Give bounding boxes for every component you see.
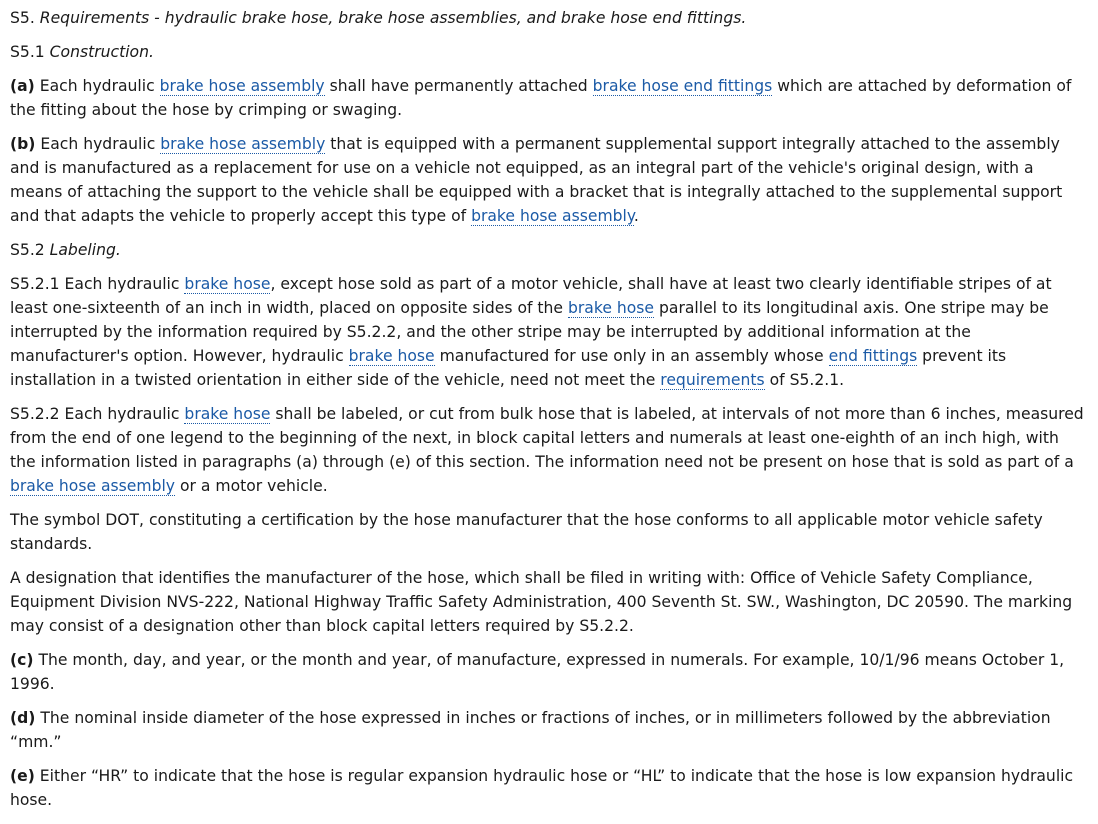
paragraph-text: that is equipped with a permanent supplemental support integrally attached to the assembly and is manufactured as a replacement for use on a vehicle not equipped, as an integral part of the vehicle's original design, with a means of attaching the support to the vehicle shall be equipped with a bracket that is integrally attached to the supplemental support and that adapts the vehicle to properly accept this type of — [10, 135, 1063, 225]
paragraph-text: , except hose sold as part of a motor vehicle, shall have at least two clearly identifiable stripes of at least one-sixteenth of an inch in width, placed on opposite sides of the — [10, 275, 1052, 317]
brake-hose-link[interactable]: brake hose — [184, 275, 271, 293]
paragraph-e — [10, 764, 1088, 812]
paragraph-label: (c) — [10, 651, 34, 669]
paragraph-text: S5.2.2 Each hydraulic — [10, 405, 185, 423]
section-title: Construction. — [49, 43, 154, 61]
paragraph-text: parallel to its longitudinal axis. One stripe may be interrupted by the information required by S5.2.2, and the other stripe may be interrupted by additional information at the manufacturer's option. However, hydraulic — [10, 299, 1049, 365]
brake-hose-end-fittings-link[interactable]: brake hose end fittings — [592, 77, 773, 95]
section-s5-2-heading — [10, 238, 1088, 262]
paragraph-text: Either “HR” to indicate that the hose is regular expansion hydraulic hose or “HL” to indicate that the hose is low expansion hydraulic hose. — [10, 767, 1074, 809]
paragraph-text: Each hydraulic — [35, 135, 161, 153]
paragraph-text: shall have permanently attached — [324, 77, 593, 95]
paragraph-text: prevent its installation in a twisted orientation in either side of the vehicle, need not meet the — [10, 347, 1007, 389]
paragraph-d — [10, 706, 1088, 754]
paragraph-text: of S5.2.1. — [764, 371, 845, 389]
paragraph-text: The month, day, and year, or the month and year, of manufacture, expressed in numerals. For example, 10/1/96 means October 1, 1996. — [10, 651, 1065, 693]
paragraph-symbol-dot: The symbol DOT, constituting a certification by the hose manufacturer that the hose conforms to all applicable motor vehicle safety standards. — [10, 511, 1043, 553]
section-number: S5. — [10, 9, 35, 27]
requirements-link[interactable]: requirements — [660, 371, 765, 389]
paragraph-text: which are attached by deformation of the fitting about the hose by crimping or swaging. — [10, 77, 1072, 119]
brake-hose-link[interactable]: brake hose — [348, 347, 435, 365]
section-s5-heading — [10, 6, 1088, 30]
section-number: S5.2 — [10, 241, 45, 259]
paragraph-s5-2-1 — [10, 272, 1088, 392]
paragraph-text: manufactured for use only in an assembly whose — [434, 347, 829, 365]
paragraph-s5-2-2 — [10, 402, 1088, 498]
paragraph-a — [10, 74, 1088, 122]
brake-hose-assembly-link[interactable]: brake hose assembly — [471, 207, 634, 225]
paragraph-text: The nominal inside diameter of the hose expressed in inches or fractions of inches, or in millimeters followed by the abbreviation “mm.” — [10, 709, 1051, 751]
section-number: S5.1 — [10, 43, 45, 61]
paragraph-label: (e) — [10, 767, 35, 785]
paragraph-text: or a motor vehicle. — [175, 477, 328, 495]
paragraph-designation: A designation that identifies the manufacturer of the hose, which shall be filed in writing with: Office of Vehicle Safety Compliance, Equipment Division NVS-222, National Highway Traffic Safety Administration, 400 Seventh St. SW., Washington, DC 20590. The marking may consist of a designation other than block capital letters required by S5.2.2. — [10, 569, 1073, 635]
brake-hose-assembly-link[interactable]: brake hose assembly — [159, 77, 325, 95]
brake-hose-link[interactable]: brake hose — [184, 405, 271, 423]
brake-hose-link[interactable]: brake hose — [567, 299, 655, 317]
paragraph-label: (d) — [10, 709, 36, 727]
paragraph-text: . — [633, 207, 639, 225]
section-title: Requirements - hydraulic brake hose, brake hose assemblies, and brake hose end fittings. — [39, 9, 747, 27]
section-s5-1-heading — [10, 40, 1088, 64]
brake-hose-assembly-link[interactable]: brake hose assembly — [10, 477, 176, 495]
paragraph-text: shall be labeled, or cut from bulk hose that is labeled, at intervals of not more than 6 inches, measured from the end of one legend to the beginning of the next, in block capital letters and numerals at least one-eighth of an inch high, with the information listed in paragraphs (a) through (e) of this section. The information need not be present on hose that is sold as part of a — [10, 405, 1084, 471]
paragraph-c — [10, 648, 1088, 696]
paragraph-text: S5.2.1 Each hydraulic — [10, 275, 185, 293]
end-fittings-link[interactable]: end fittings — [828, 347, 918, 365]
paragraph-b — [10, 132, 1088, 228]
paragraph-label: (a) — [10, 77, 35, 95]
section-title: Labeling. — [49, 241, 121, 259]
brake-hose-assembly-link[interactable]: brake hose assembly — [160, 135, 326, 153]
paragraph-text: Each hydraulic — [34, 77, 160, 95]
paragraph-label: (b) — [10, 135, 36, 153]
